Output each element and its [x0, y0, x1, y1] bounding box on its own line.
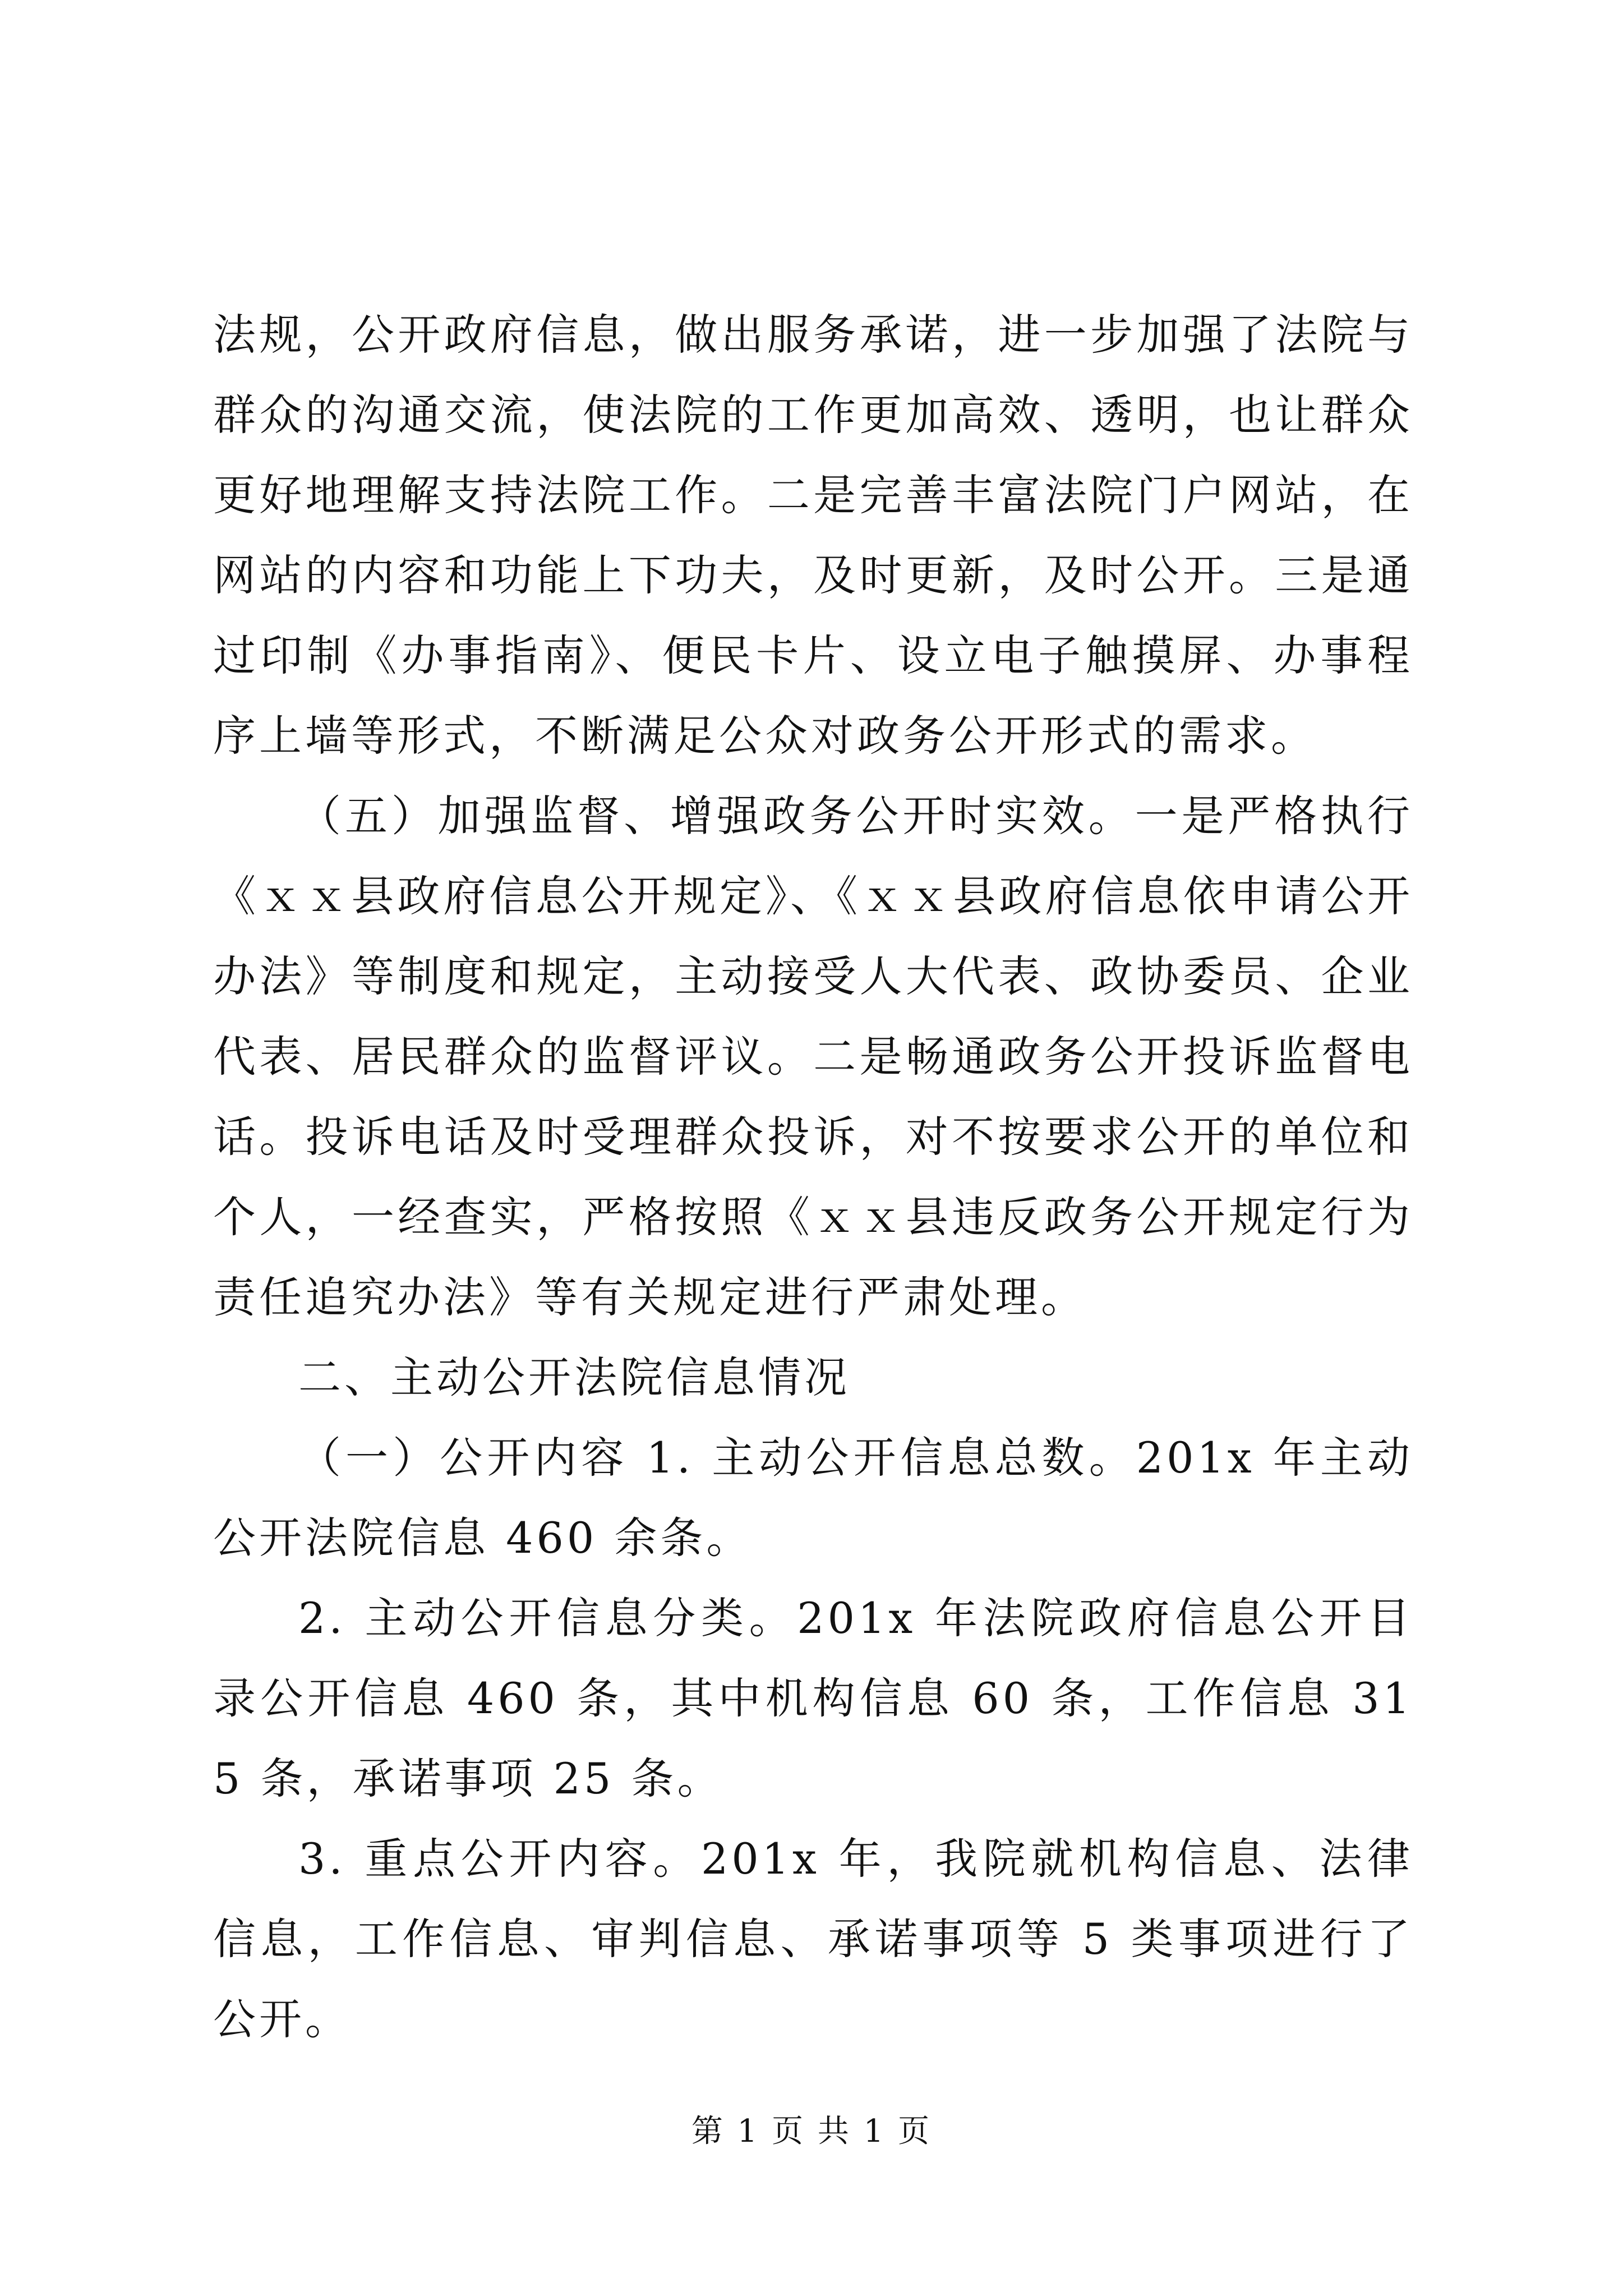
section-heading: 二、主动公开法院信息情况 — [298, 1352, 850, 1402]
paragraph-disclosure-total: （一）公开内容 1. 主动公开信息总数。201x 年主动公开法院信息 460 余条。 — [213, 1433, 1413, 1563]
paragraph-disclosure-categories: 2. 主动公开信息分类。201x 年法院政府信息公开目录公开信息 460 条，其中机构信息 60 条，工作信息 315 条，承诺事项 25 条。 — [213, 1593, 1413, 1803]
paragraph-supervision: （五）加强监督、增强政务公开时实效。一是严格执行《ｘｘ县政府信息公开规定》、《ｘｘ县政府信息依申请公开办法》等制度和规定，主动接受人大代表、政协委员、企业代表、居民群众的监督评议。二是畅通政务公开投诉监督电话。投诉电话及时受理群众投诉，对不按要求公开的单位和个人，一经查实，严格按照《ｘｘ县违反政务公开规定行为责任追究办法》等有关规定进行严肃处理。 — [213, 791, 1413, 1322]
paragraph-key-content: 3. 重点公开内容。201x 年，我院就机构信息、法律信息，工作信息、审判信息、承诺事项等 5 类事项进行了公开。 — [213, 1834, 1413, 2044]
document-body — [213, 295, 1413, 2059]
page-number-footer: 第 1 页 共 1 页 — [691, 2113, 932, 2150]
paragraph-continuation: 法规，公开政府信息，做出服务承诺，进一步加强了法院与群众的沟通交流，使法院的工作更加高效、透明，也让群众更好地理解支持法院工作。二是完善丰富法院门户网站，在网站的内容和功能上下功夫，及时更新，及时公开。三是通过印制《办事指南》、便民卡片、设立电子触摸屏、办事程序上墙等形式，不断满足公众对政务公开形式的需求。 — [213, 310, 1413, 761]
